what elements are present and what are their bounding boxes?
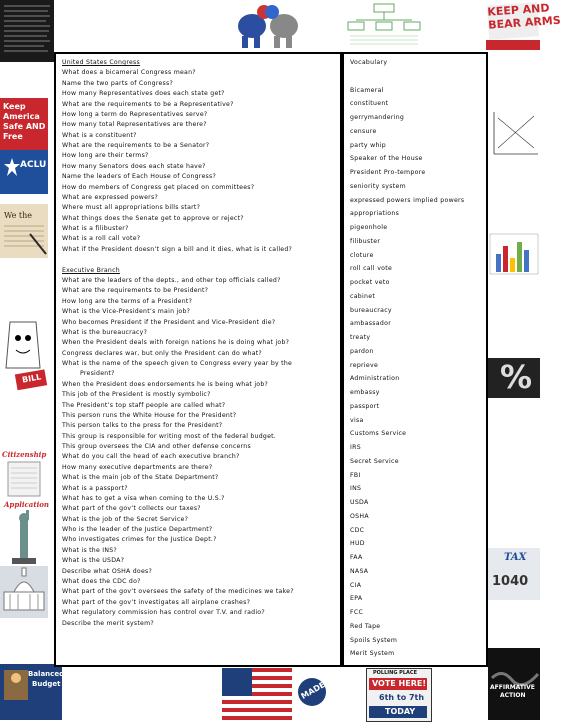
- tax-text: TAX: [504, 552, 527, 563]
- question-line: What are expressed powers?: [62, 193, 158, 201]
- question-line: What is the bureaucracy?: [62, 328, 148, 336]
- question-line: What part of the gov’t oversees the safety of the medicines we take?: [62, 588, 294, 596]
- question-line: Who becomes President if the President and Vice-President die?: [62, 318, 276, 326]
- america-text: America: [3, 112, 40, 121]
- section-heading: United States Congress: [62, 59, 140, 66]
- question-line: What are the requirements to be a Representative?: [62, 100, 234, 108]
- question-line: This group is responsible for writing most of the federal budget.: [62, 432, 277, 440]
- vocabulary-term: appropriations: [350, 210, 400, 218]
- vocabulary-term: INS: [350, 485, 362, 493]
- tax-form-image: [488, 548, 540, 600]
- question-line: Where must all appropriations bills start?: [62, 204, 201, 212]
- affirmative-text: AFFIRMATIVE: [490, 684, 535, 691]
- safe-and-text: Safe AND: [3, 122, 46, 131]
- vocabulary-term: treaty: [350, 334, 371, 341]
- question-line: This person talks to the press for the President?: [62, 422, 223, 430]
- question-line: What are the requirements to be President?: [62, 287, 209, 295]
- question-line: Name the leaders of Each House of Congress?: [62, 173, 216, 181]
- we-the-people-image: [0, 204, 48, 258]
- vocabulary-term: cabinet: [350, 292, 376, 300]
- question-line: What is a filibuster?: [62, 225, 129, 233]
- vocabulary-term: Bicameral: [350, 86, 384, 94]
- made-text: MADE: [299, 680, 327, 701]
- vocabulary-term: cloture: [350, 251, 374, 259]
- question-line: What is the Vice-President’s main job?: [62, 308, 191, 316]
- keep-and-text: KEEP AND: [486, 1, 550, 19]
- question-line: What is the name of the speech given to Congress every year by the: [62, 360, 293, 368]
- question-line: What regulatory commission has control over T.V. and radio?: [62, 609, 265, 617]
- vocabulary-term: pigeonhole: [350, 224, 388, 231]
- question-line: How many Representatives does each state get?: [62, 90, 225, 98]
- vote-here-text: VOTE HERE!: [372, 679, 426, 688]
- vocabulary-term: censure: [350, 127, 377, 135]
- vocabulary-term: Customs Service: [350, 430, 407, 438]
- vocabulary-term: embassy: [350, 389, 380, 396]
- vocabulary-term: pardon: [350, 347, 374, 355]
- vocabulary-term: OSHA: [350, 512, 369, 520]
- question-line: When the President does endorsements he is being what job?: [62, 380, 269, 388]
- affirmative-action-image: [488, 648, 540, 720]
- question-line: President?: [80, 370, 115, 378]
- question-line: What is a roll call vote?: [62, 235, 141, 243]
- vocabulary-term: CIA: [350, 581, 362, 589]
- question-line: What has to get a visa when coming to the U.S.?: [62, 494, 225, 502]
- supply-demand-graph-image: [488, 108, 540, 160]
- question-line: What if the President doesn’t sign a bill and it dies, what is it called?: [62, 245, 293, 253]
- vocabulary-term: Spoils System: [350, 636, 398, 644]
- vocabulary-term: CDC: [350, 526, 365, 534]
- vocabulary-term: passport: [350, 402, 380, 410]
- vocabulary-term: Red Tape: [350, 622, 381, 630]
- balanced-budget-image: [0, 664, 65, 720]
- question-line: What do you call the head of each executive branch?: [62, 453, 240, 461]
- bear-arms-text: BEAR ARMS: [487, 13, 562, 32]
- statue-of-liberty-image: [0, 510, 48, 566]
- question-line: Describe the merit system?: [62, 619, 154, 627]
- vocabulary-term: bureaucracy: [350, 306, 392, 314]
- party-mascots-image: [228, 0, 308, 52]
- percent-sign: %: [500, 358, 533, 396]
- vocabulary-term: HUD: [350, 540, 365, 548]
- form-1040-text: 1040: [492, 574, 529, 589]
- vocabulary-term: reprieve: [350, 361, 379, 369]
- question-line: What is the main job of the State Department?: [62, 474, 219, 482]
- question-line: What is the job of the Secret Service?: [62, 515, 189, 523]
- bar-chart-image: [488, 232, 540, 276]
- question-line: How long a term do Representatives serve?: [62, 110, 208, 118]
- bill-cartoon-image: [0, 318, 48, 398]
- vocabulary-term: FBI: [350, 471, 361, 479]
- question-line: How do members of Congress get placed on committees?: [62, 183, 255, 191]
- question-line: Who is the leader of the Justice Department?: [62, 526, 213, 534]
- vocabulary-term: constituent: [350, 100, 389, 108]
- svg-text:We the: We the: [4, 211, 32, 220]
- question-line: What is the USDA?: [62, 557, 125, 565]
- question-line: What are the requirements to be a Senator?: [62, 142, 210, 150]
- question-line: How many Senators does each state have?: [62, 162, 206, 170]
- application-subtitle: Application: [4, 500, 49, 509]
- aclu-logo: [0, 150, 48, 194]
- question-line: Who investigates crimes for the Justice Dept.?: [62, 536, 217, 544]
- question-line: This person runs the White House for the President?: [62, 411, 237, 419]
- vocabulary-term: gerrymandering: [350, 114, 405, 121]
- american-flag-image: [222, 668, 292, 720]
- question-line: What part of the gov’t collects our taxes?: [62, 505, 201, 513]
- vocabulary-term: EPA: [350, 595, 363, 603]
- keep-bear-arms-image: [486, 0, 562, 52]
- made-in-usa-image: [292, 668, 336, 720]
- question-line: What does the CDC do?: [62, 578, 141, 585]
- question-line: What does a bicameral Congress mean?: [62, 69, 196, 77]
- keep-america-safe-image: [0, 98, 48, 150]
- citizenship-application-image: [0, 448, 50, 510]
- citizenship-title: Citizenship: [2, 450, 47, 459]
- government-diagram-image: [346, 0, 422, 52]
- question-line: What things does the Senate get to approve or reject?: [62, 214, 244, 222]
- vocabulary-term: President Pro-tempore: [350, 169, 426, 176]
- vocabulary-term: roll call vote: [350, 265, 393, 273]
- question-line: What part of the gov’t investigates all airplane crashes?: [62, 598, 251, 606]
- question-line: What is the INS?: [62, 546, 117, 554]
- question-line: How long are their terms?: [62, 152, 149, 160]
- question-line: How many executive departments are there?: [62, 463, 213, 471]
- bill-text: BILL: [21, 372, 42, 385]
- vocabulary-term: Speaker of the House: [350, 155, 423, 163]
- vocabulary-term: filibuster: [350, 237, 381, 245]
- vocabulary-term: FAA: [350, 554, 363, 561]
- question-line: How many total Representatives are there?: [62, 121, 207, 129]
- vocabulary-term: FCC: [350, 609, 364, 616]
- question-line: Congress declares war, but only the President can do what?: [62, 349, 262, 357]
- question-line: Name the two parts of Congress?: [62, 79, 174, 87]
- question-line: This group oversees the CIA and other defense concerns: [62, 443, 251, 451]
- vocabulary-term: party whip: [350, 141, 386, 149]
- vocabulary-term: seniority system: [350, 182, 406, 190]
- question-line: When the President deals with foreign nations he is doing what job?: [62, 339, 290, 347]
- vocabulary-heading: Vocabulary: [350, 59, 388, 66]
- vocabulary-term: Merit System: [350, 650, 395, 658]
- vote-hours-text: 6th to 7th: [379, 693, 425, 702]
- vocabulary-term: ambassador: [350, 320, 392, 328]
- section-heading: Executive Branch: [62, 266, 120, 274]
- question-line: This job of the President is mostly symbolic?: [62, 391, 211, 399]
- vocabulary-term: Administration: [350, 375, 400, 383]
- question-line: What is a constituent?: [62, 131, 137, 139]
- vote-here-sign-image: [366, 668, 432, 722]
- vocabulary-panel: [342, 52, 488, 667]
- question-line: The President’s top staff people are called what?: [62, 401, 226, 409]
- free-text: Free: [3, 132, 23, 141]
- vocabulary-term: pocket veto: [350, 279, 390, 286]
- vocabulary-term: USDA: [350, 499, 369, 506]
- vocabulary-term: NASA: [350, 567, 369, 575]
- vocabulary-term: visa: [350, 416, 364, 424]
- today-text: TODAY: [385, 707, 416, 716]
- study-questions-panel: [54, 52, 342, 667]
- percent-tax-image: [488, 358, 540, 398]
- question-line: What is a passport?: [62, 484, 128, 492]
- capitol-building-image: [0, 566, 48, 618]
- vocabulary-term: Secret Service: [350, 457, 399, 465]
- keep-text: Keep: [3, 102, 26, 111]
- aclu-text: ACLU: [20, 160, 47, 170]
- balanced-text: Balanced: [28, 670, 65, 678]
- question-line: How long are the terms of a President?: [62, 297, 193, 305]
- question-line: Describe what OSHA does?: [62, 567, 153, 575]
- vocabulary-term: expressed powers implied powers: [350, 196, 465, 204]
- budget-text: Budget: [32, 680, 61, 688]
- constitution-text-image: [0, 0, 54, 62]
- question-line: What are the leaders of the depts., and other top officials called?: [62, 276, 281, 284]
- action-text: ACTION: [500, 692, 526, 699]
- polling-place-text: POLLING PLACE: [373, 670, 417, 676]
- vocabulary-term: IRS: [350, 444, 361, 451]
